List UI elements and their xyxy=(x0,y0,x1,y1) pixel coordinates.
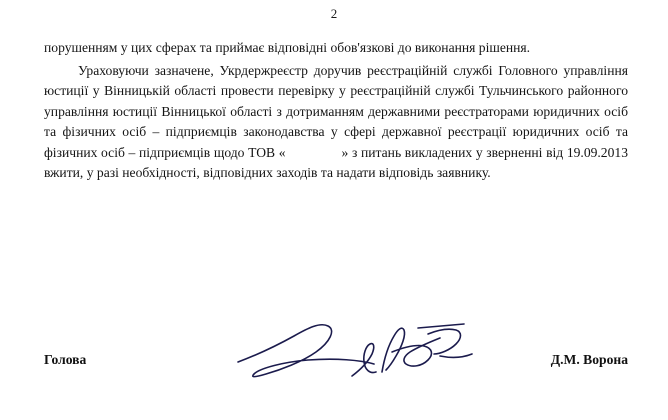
signer-role-label: Голова xyxy=(44,352,87,367)
page-number: 2 xyxy=(330,6,338,21)
signature-block xyxy=(44,352,628,368)
signer-name: Д.М. Ворона xyxy=(550,352,628,367)
document-body xyxy=(44,38,628,184)
paragraph-2-part-1: Ураховуючи зазначене, Укрдержреєстр доручив реєстраційній службі Головного управління юстиції у Вінницькій області провести перевірку у реєстраційній службі Тульчинського районного управління юстиції Вінницької області з дотриманням державними реєстраторами юридичних осіб та фізичних осіб – підприємців законодавства у сфері державної реєстрації юридичних осіб та фізичних осіб – підприємців щодо ТОВ « xyxy=(44,62,628,160)
paragraph-1: порушенням у цих сферах та приймає відповідні обов'язкові до виконання рішення. xyxy=(44,40,531,55)
paragraph-2-part-2: » з питань викладених у зверненні від 19.09.2013 вжити, у разі необхідності, відповідних заходів та надати відповідь заявнику. xyxy=(44,144,628,180)
paragraph-2 xyxy=(44,61,628,184)
